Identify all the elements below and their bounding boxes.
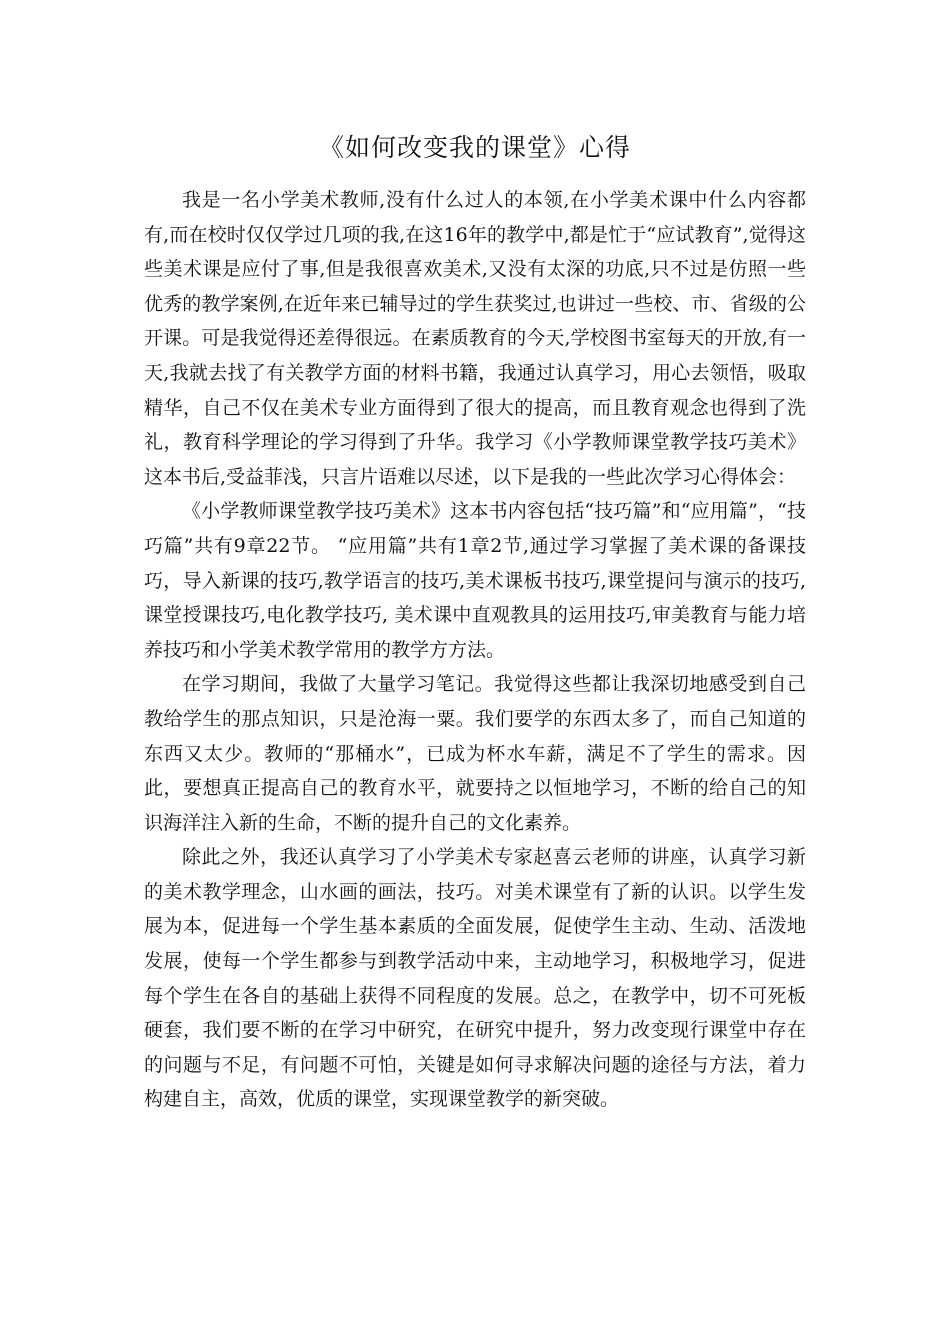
paragraph-intro: 我是一名小学美术教师,没有什么过人的本领,在小学美术课中什么内容都有,而在校时仅仅学过几项的我,在这16年的教学中,都是忙于“应试教育”,觉得这些美术课是应付了事,但是我很喜欢美术,又没有太深的功底,只不过是仿照一些优秀的教学案例,在近年来已辅导过的学生获奖过,也讲过一些校、市、省级的公开课。可是我觉得还差得很远。在素质教育的今天,学校图书室每天的开放,有一天,我就去找了有关教学方面的材料书籍，我通过认真学习，用心去领悟，吸取精华，自己不仅在美术专业方面得到了很大的提高，而且教育观念也得到了洗礼，教育科学理论的学习得到了升华。我学习《小学教师课堂教学技巧美术》这本书后,受益菲浅，只言片语难以尽述，以下是我的一些此次学习心得体会： xyxy=(144,189,806,488)
paragraph-conclusion: 除此之外，我还认真学习了小学美术专家赵喜云老师的讲座，认真学习新的美术教学理念，山水画的画法，技巧。对美术课堂有了新的认识。以学生发展为本，促进每一个学生基本素质的全面发展，促使学生主动、生动、活泼地发展，使每一个学生都参与到教学活动中来，主动地学习，积极地学习，促进每个学生在各自的基础上获得不同程度的发展。总之，在教学中，切不可死板硬套，我们要不断的在学习中研究，在研究中提升，努力改变现行课堂中存在的问题与不足，有问题不可怕，关键是如何寻求解决问题的途径与方法，着力构建自主，高效，优质的课堂，实现课堂教学的新突破。 xyxy=(144,846,806,1111)
document-body xyxy=(144,183,806,1117)
document-title: 《如何改变我的课堂》心得 xyxy=(318,133,631,162)
paragraph-book-contents: 《小学教师课堂教学技巧美术》这本书内容包括“技巧篇”和“应用篇”，“技巧篇”共有9章22节。 “应用篇”共有1章2节,通过学习掌握了美术课的备课技巧，导入新课的技巧,教学语言的技巧,美术课板书技巧,课堂提问与演示的技巧,课堂授课技巧,电化教学技巧, 美术课中直观教具的运用技巧,审美教育与能力培养技巧和小学美术教学常用的教学方方法。 xyxy=(144,500,806,661)
paragraph-study-notes: 在学习期间，我做了大量学习笔记。我觉得这些都让我深切地感受到自己教给学生的那点知识，只是沧海一粟。我们要学的东西太多了，而自己知道的东西又太少。教师的“那桶水”，已成为杯水车薪，满足不了学生的需求。因此，要想真正提高自己的教育水平，就要持之以恒地学习，不断的给自己的知识海洋注入新的生命，不断的提升自己的文化素养。 xyxy=(144,673,806,834)
